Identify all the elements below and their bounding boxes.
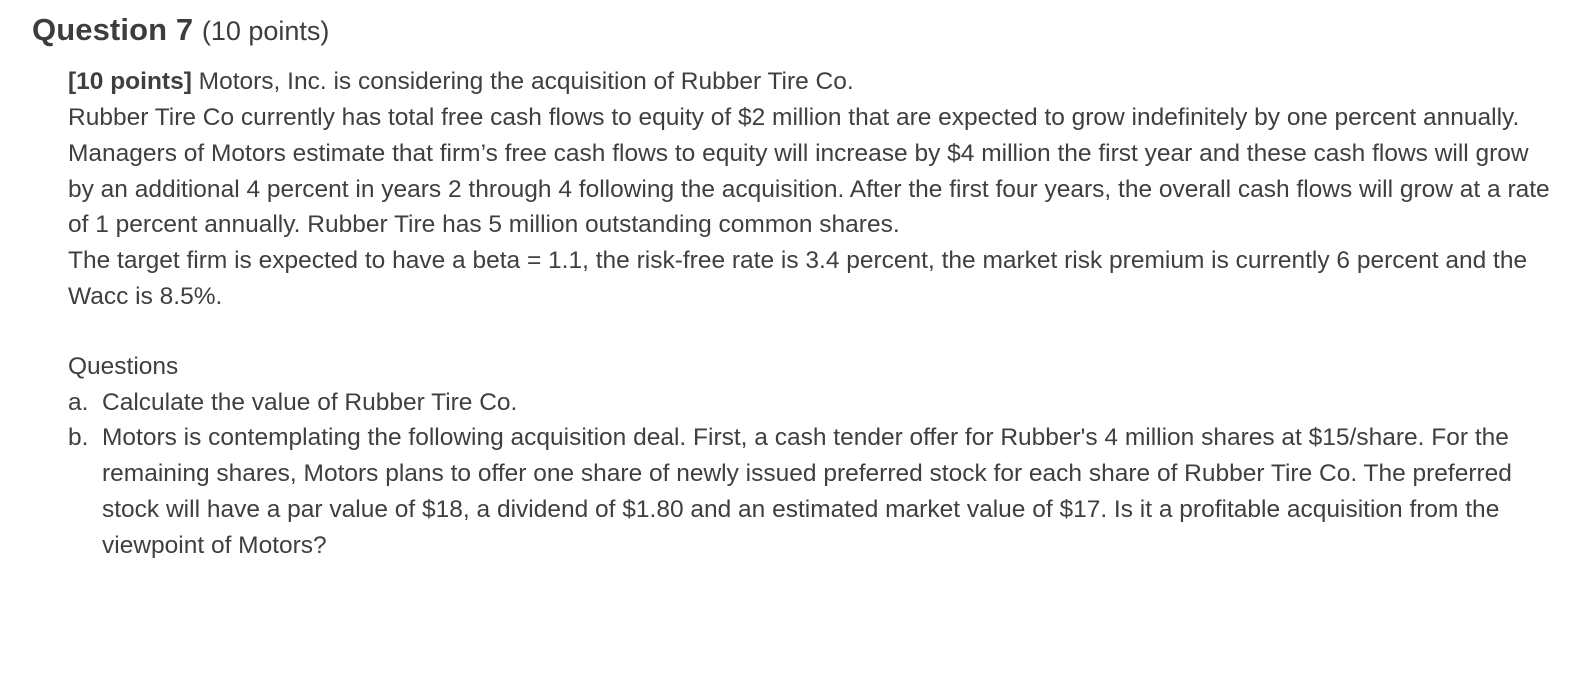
list-item-text: Motors is contemplating the following acquisition deal. First, a cash tender offer for Rubber's 4 million shares at $15/share. For the remaining shares, Motors plans to offer one share of newly issued preferred stock for each share of Rubber Tire Co. The preferred stock will have a par value of $18, a dividend of $1.80 and an estimated market value of $17. Is it a profitable acquisition from the viewpoint of Motors? — [102, 424, 1512, 559]
intro-sentence: Motors, Inc. is considering the acquisition of Rubber Tire Co. — [191, 68, 854, 96]
list-item — [68, 420, 1558, 563]
questions-subheading: Questions — [68, 352, 179, 380]
list-item-text: Calculate the value of Rubber Tire Co. — [102, 388, 518, 416]
paragraph-2: The target firm is expected to have a beta = 1.1, the risk-free rate is 3.4 percent, the market risk premium is currently 6 percent and the Wacc is 8.5%. — [68, 247, 1528, 311]
list-item — [68, 385, 1558, 421]
page-title — [32, 10, 1558, 50]
paragraph-spacer — [68, 315, 1558, 349]
points-tag: [10 points] — [68, 68, 192, 96]
paragraph-1: Rubber Tire Co currently has total free cash flows to equity of $2 million that are expected to grow indefinitely by one percent annually. Managers of Motors estimate that firm’s free cash flows to equity will increase by $4 million the first year and these cash flows will grow by an additional 4 percent in years 2 through 4 following the acquisition. After the first four years, the overall cash flows will grow at a rate of 1 percent annually. Rubber Tire has 5 million outstanding common shares. — [68, 104, 1550, 239]
intro-paragraph — [68, 64, 1558, 100]
question-points-label: (10 points) — [201, 16, 330, 46]
list-item-marker: b. — [68, 424, 89, 452]
question-body — [68, 64, 1558, 563]
list-item-marker: a. — [68, 388, 89, 416]
question-number-label: Question 7 — [32, 12, 194, 47]
